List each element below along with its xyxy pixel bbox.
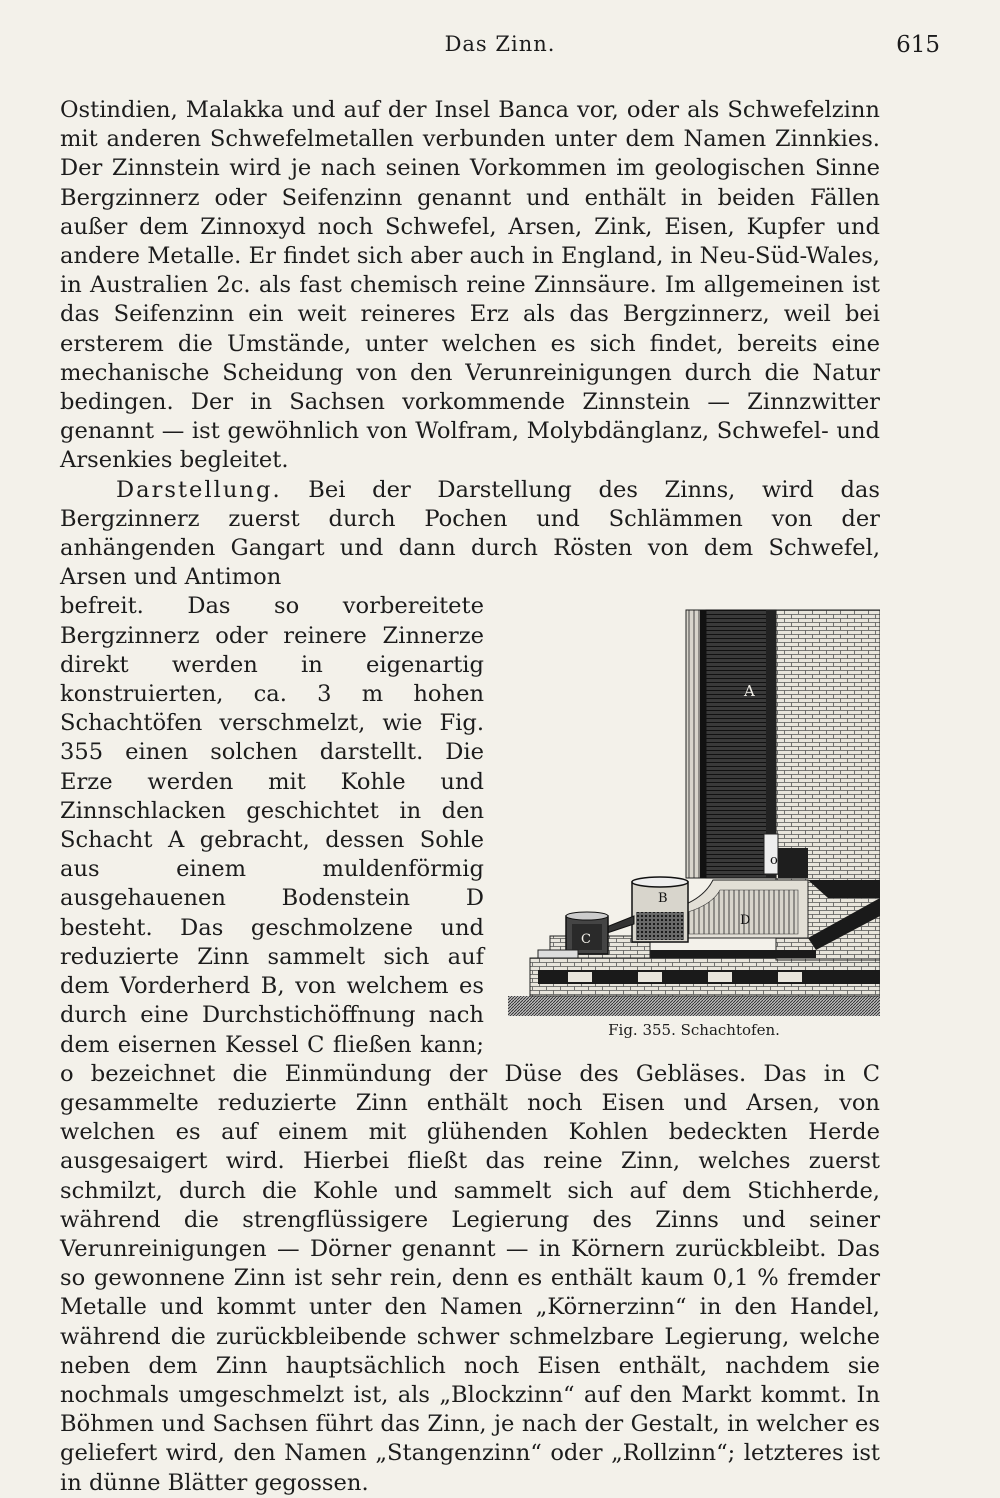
figure-caption: Fig. 355. Schachtofen.: [608, 1021, 780, 1040]
page-header: [60, 32, 940, 62]
running-title: Das Zinn.: [444, 32, 556, 56]
paragraph-2-lead: Bei der Darstellung des Zinns, wird das Bergzinnerz zuerst durch Pochen und Schlämmen von der anhängenden Gangart und dann durch Rösten von dem Schwefel, Arsen und Antimon: [60, 476, 880, 591]
paragraph-1: Ostindien, Malakka und auf der Insel Banca vor, oder als Schwefelzinn mit anderen Schwefelmetallen verbunden unter dem Namen Zinnkies. Der Zinnstein wird je nach seinen Vorkommen im geologischen Sinne Bergzinnerz oder Seifenzinn genannt und enthält in beiden Fällen außer dem Zinnoxyd noch Schwefel, Arsen, Zink, Eisen, Kupfer und andere Metalle. Er findet sich aber auch in England, in Neu-Süd-Wales, in Australien 2c. als fast chemisch reine Zinnsäure. Im allgemeinen ist das Seifenzinn ein weit reineres Erz als das Bergzinnerz, weil bei ersterem die Umstände, unter welchen es sich findet, bereits eine mechanische Scheidung von den Verunreinigungen durch die Natur bedingen. Der in Sachsen vorkommende Zinnstein — Zinnzwitter genannt — ist gewöhnlich von Wolfram, Molybdänglanz, Schwefel- und Arsenkies begleitet.: [60, 97, 880, 474]
page-number: 615: [896, 32, 940, 58]
figure-355: [508, 598, 880, 1040]
label-a: A: [744, 682, 755, 701]
shaft-furnace-illustration: [508, 598, 880, 1018]
label-b: B: [658, 891, 668, 907]
label-c: C: [581, 932, 591, 948]
body-text: [60, 96, 880, 1498]
label-d: D: [740, 913, 751, 929]
section-heading-darstellung: Darstellung.: [116, 476, 282, 503]
paragraph-2: [60, 476, 880, 593]
paragraph-2-continued: befreit. Das so vorbereitete Bergzinnerz oder reinere Zinnerze direkt werden in eigenartig konstruierten, ca. 3 m hohen Schachtöfen verschmelzt, wie Fig. 355 einen solchen darstellt. Die Erze werden mit Kohle und Zinnschlacken geschichtet in den Schacht A gebracht, dessen Sohle aus einem muldenförmig ausgehauenen Bodenstein D besteht. Das geschmolzene und reduzierte Zinn sammelt sich auf dem Vorderherd B, von welchem es durch eine Durchstichöffnung nach dem eisernen Kessel C fließen kann; o bezeichnet die Einmündung der Düse des Gebläses. Das in C gesammelte reduzierte Zinn enthält noch Eisen und Arsen, von welchen es auf einem mit glühenden Kohlen bedeckten Herde ausgesaigert wird. Hierbei fließt das reine Zinn, welches zuerst schmilzt, durch die Kohle und sammelt sich auf dem Stichherde, während die strengflüssigere Legierung des Zinns und seiner Verunreinigungen — Dörner genannt — in Körnern zurückbleibt. Das so gewonnene Zinn ist sehr rein, denn es enthält kaum 0,1 % fremder Metalle und kommt unter den Namen „Körnerzinn“ in den Handel, während die zurückbleibende schwer schmelzbare Legierung, welche neben dem Zinn hauptsächlich noch Eisen enthält, nachdem sie nochmals umgeschmelzt ist, als „Blockzinn“ auf den Markt kommt. In Böhmen und Sachsen führt das Zinn, je nach der Gestalt, in welcher es geliefert wird, den Namen „Stangenzinn“ oder „Rollzinn“; letzteres ist in dünne Blätter gegossen.: [60, 593, 880, 1496]
label-o: o: [770, 853, 778, 869]
